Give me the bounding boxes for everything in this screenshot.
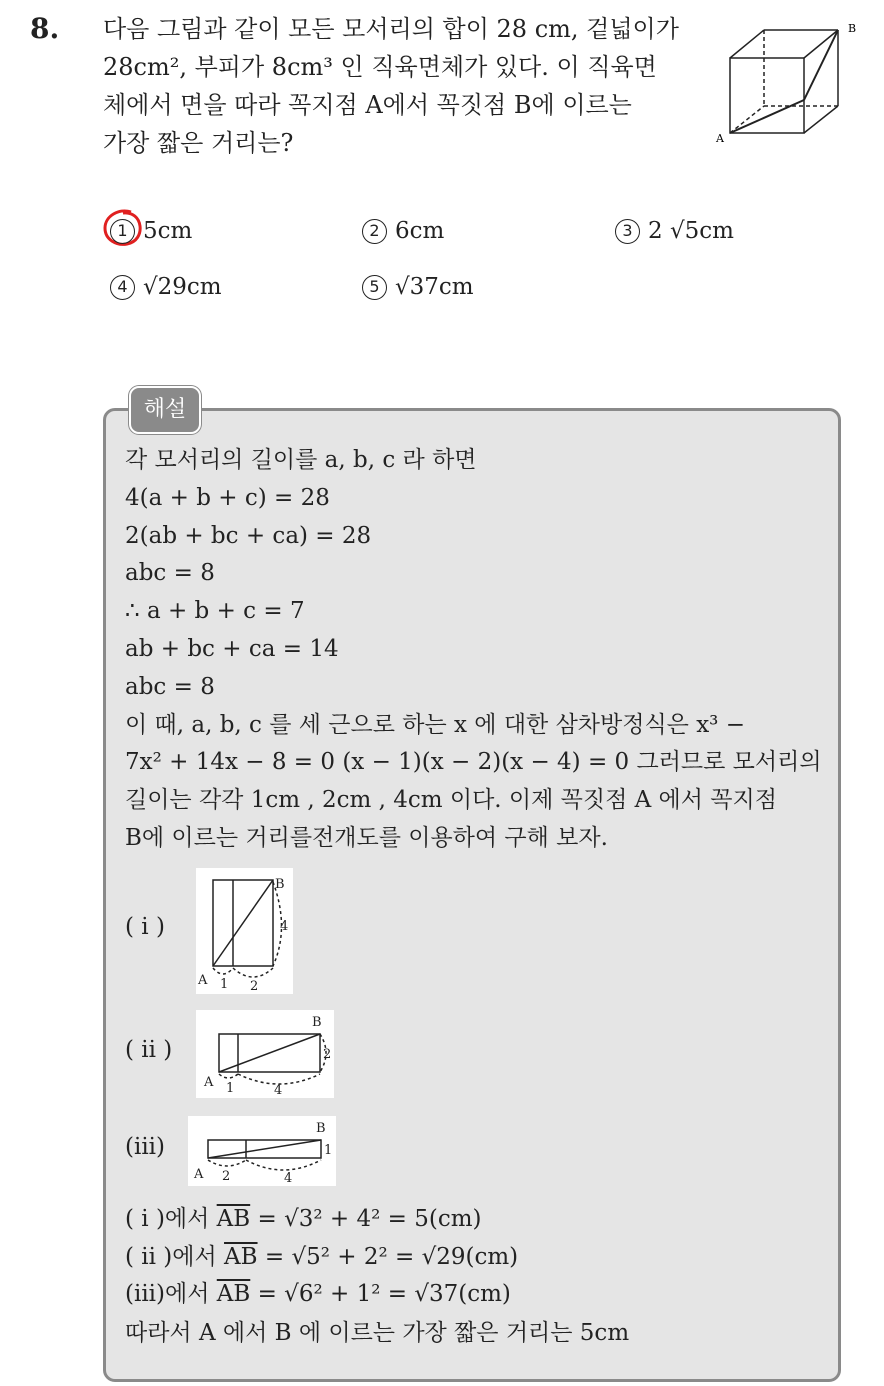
option-number: 3 xyxy=(615,219,640,244)
solution-line: abc = 8 xyxy=(125,560,215,587)
option-number: 5 xyxy=(362,275,387,300)
fig-label-2: 2 xyxy=(323,1047,332,1062)
option-number: 4 xyxy=(110,275,135,300)
option-5[interactable] xyxy=(362,274,474,300)
solution-line: 4(a + b + c) = 28 xyxy=(125,484,330,511)
option-2[interactable] xyxy=(362,218,444,244)
solution-line: 이 때, a, b, c 를 세 근으로 하는 x 에 대한 삼차방정식은 x³ − xyxy=(125,711,745,738)
result-line: ( ii )에서 $\overline{AB} = √5^2 + 2^2 = √29(cm)$ xyxy=(125,1243,519,1270)
question-text xyxy=(103,10,703,162)
case-label-i: ( i ) xyxy=(125,914,165,940)
fig-label-b: B xyxy=(275,877,285,892)
solution-line: 길이는 각각 1cm , 2cm , 4cm 이다. 이제 꼭짓점 A 에서 꼭지점 xyxy=(125,787,777,814)
option-text: 2 √5cm xyxy=(648,218,734,244)
net-figure-iii xyxy=(188,1116,336,1186)
fig-label-1: 1 xyxy=(220,977,229,992)
option-4[interactable] xyxy=(110,274,222,300)
fig-label-a: A xyxy=(194,1167,204,1182)
option-3[interactable] xyxy=(615,218,734,244)
fig-label-a: A xyxy=(204,1075,214,1090)
solution-line: ∴ a + b + c = 7 xyxy=(125,598,305,625)
solution-line: ab + bc + ca = 14 xyxy=(125,635,339,662)
question-line: 가장 짧은 거리는? xyxy=(103,129,294,157)
net-figure-ii xyxy=(196,1010,334,1098)
case-label-iii: (iii) xyxy=(125,1134,166,1160)
fig-label-1: 1 xyxy=(226,1081,235,1096)
question-line: 28cm², 부피가 8cm³ 인 직육면체가 있다. 이 직육면 xyxy=(103,53,657,81)
solution-tag: 해설 xyxy=(129,386,201,434)
case-label-ii: ( ii ) xyxy=(125,1037,173,1063)
option-number: 2 xyxy=(362,219,387,244)
solution-line: 2(ab + bc + ca) = 28 xyxy=(125,522,372,549)
result-line: ( i )에서 $\overline{AB} = √3^2 + 4^2 = 5(cm)$ xyxy=(125,1206,482,1232)
fig-label-4: 4 xyxy=(274,1083,283,1098)
option-number: 1 xyxy=(110,219,135,244)
question-line: 체에서 면을 따라 꼭지점 A에서 꼭짓점 B에 이르는 xyxy=(103,91,632,119)
option-text: 6cm xyxy=(395,218,445,244)
fig-label-b: B xyxy=(312,1015,322,1030)
solution-line: 각 모서리의 길이를 a, b, c 라 하면 xyxy=(125,447,477,473)
question-line: 다음 그림과 같이 모든 모서리의 합이 28 cm, 겉넓이가 xyxy=(103,15,679,43)
net-figure-i xyxy=(196,868,293,994)
option-1[interactable] xyxy=(110,218,192,244)
fig-label-2: 2 xyxy=(222,1169,231,1184)
fig-label-b: B xyxy=(316,1121,326,1136)
fig-label-4: 4 xyxy=(284,1171,293,1186)
solution-line: abc = 8 xyxy=(125,673,215,700)
option-text: √29cm xyxy=(143,274,222,300)
conclusion: 따라서 A 에서 B 에 이르는 가장 짧은 거리는 5cm xyxy=(125,1320,630,1346)
label-b: B xyxy=(848,22,857,35)
fig-label-a: A xyxy=(198,973,208,988)
results xyxy=(125,1201,518,1314)
fig-label-4: 4 xyxy=(280,919,289,934)
question-number: 8. xyxy=(30,12,60,45)
solution-line: 7x² + 14x − 8 = 0 (x − 1)(x − 2)(x − 4) = 0 그러므로 모서리의 xyxy=(125,749,822,776)
option-text: 5cm xyxy=(143,218,193,244)
result-line: (iii)에서 $\overline{AB} = √6^2 + 1^2 = √37(cm)$ xyxy=(125,1281,511,1307)
label-a: A xyxy=(716,132,724,143)
solution-line: B에 이르는 거리를전개도를 이용하여 구해 보자. xyxy=(125,824,608,851)
option-text: √37cm xyxy=(395,274,474,300)
solution-text xyxy=(125,442,835,858)
fig-label-1: 1 xyxy=(324,1143,333,1158)
fig-label-2: 2 xyxy=(250,979,259,994)
cuboid-figure xyxy=(712,18,862,143)
